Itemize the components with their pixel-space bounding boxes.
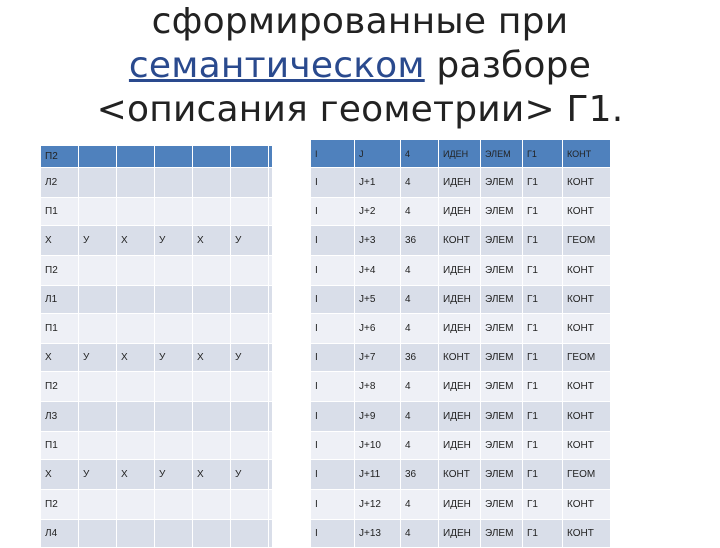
table-cell: ИДЕН — [439, 432, 481, 460]
table-cell: ЭЛЕМ — [481, 226, 523, 256]
table-cell — [155, 286, 193, 314]
table-cell: ИДЕН — [439, 402, 481, 432]
table-cell — [117, 256, 155, 286]
table-cell — [117, 314, 155, 344]
table-cell — [269, 432, 273, 460]
table-row — [311, 314, 611, 344]
table-cell: П1 — [41, 314, 79, 344]
table-cell: КОНТ — [439, 460, 481, 490]
table-row — [41, 146, 273, 168]
table-row — [41, 460, 273, 490]
table-cell: Г1 — [523, 168, 563, 198]
table-cell — [231, 314, 269, 344]
table-cell — [193, 314, 231, 344]
table-cell — [193, 286, 231, 314]
table-cell — [155, 432, 193, 460]
table-cell: ЭЛЕМ — [481, 286, 523, 314]
table-cell — [79, 432, 117, 460]
table-cell: ЭЛЕМ — [481, 460, 523, 490]
table-cell — [193, 198, 231, 226]
table-cell — [155, 520, 193, 548]
table-cell: У — [79, 460, 117, 490]
table-cell: ИДЕН — [439, 372, 481, 402]
table-cell: ЭЛЕМ — [481, 198, 523, 226]
table-cell — [117, 402, 155, 432]
table-cell: У — [79, 344, 117, 372]
table-cell: Х — [193, 344, 231, 372]
table-row — [41, 402, 273, 432]
table-cell: ИДЕН — [439, 520, 481, 548]
table-row — [311, 460, 611, 490]
table-cell: 4 — [401, 286, 439, 314]
table-cell: Х — [193, 460, 231, 490]
table-cell: 4 — [401, 402, 439, 432]
table-cell: J+6 — [355, 314, 401, 344]
table-cell: ЭЛЕМ — [481, 402, 523, 432]
title-line-2 — [0, 44, 720, 88]
table-row — [41, 286, 273, 314]
table-cell: J+8 — [355, 372, 401, 402]
table-cell: J+13 — [355, 520, 401, 548]
table-row — [311, 372, 611, 402]
table-cell: ЭЛЕМ — [481, 520, 523, 548]
title-line-1: сформированные при — [151, 1, 569, 42]
table-cell — [117, 198, 155, 226]
table-cell: 36 — [401, 460, 439, 490]
table-cell: ИДЕН — [439, 140, 481, 168]
table-cell — [269, 344, 273, 372]
table-cell: J — [355, 140, 401, 168]
table-cell: I — [311, 314, 355, 344]
table-cell — [269, 256, 273, 286]
table-cell: Г1 — [523, 520, 563, 548]
table-cell — [155, 198, 193, 226]
table-cell — [193, 402, 231, 432]
table-cell: ЭЛЕМ — [481, 140, 523, 168]
table-cell — [193, 256, 231, 286]
table-cell: I — [311, 344, 355, 372]
table-cell: У — [79, 226, 117, 256]
table-cell: П2 — [41, 146, 79, 168]
table-cell: КОНТ — [563, 432, 611, 460]
table-cell — [193, 146, 231, 168]
table-cell — [79, 314, 117, 344]
table-row — [311, 140, 611, 168]
table-cell — [193, 168, 231, 198]
table-cell: Х — [117, 344, 155, 372]
table-cell — [269, 146, 273, 168]
table-cell: КОНТ — [439, 344, 481, 372]
table-row — [311, 226, 611, 256]
table-cell — [155, 146, 193, 168]
table-cell — [231, 402, 269, 432]
table-cell: 4 — [401, 256, 439, 286]
table-cell: КОНТ — [563, 520, 611, 548]
table-cell: ЭЛЕМ — [481, 372, 523, 402]
table-cell — [117, 286, 155, 314]
table-cell — [155, 372, 193, 402]
table-cell: КОНТ — [563, 286, 611, 314]
table-cell — [155, 314, 193, 344]
table-cell: Г1 — [523, 432, 563, 460]
table-cell: 36 — [401, 226, 439, 256]
table-cell — [231, 198, 269, 226]
table-cell: Г1 — [523, 460, 563, 490]
table-cell: J+5 — [355, 286, 401, 314]
table-row — [41, 520, 273, 548]
table-cell: У — [155, 344, 193, 372]
table-cell — [117, 372, 155, 402]
table-cell: ИДЕН — [439, 256, 481, 286]
table-cell: ЭЛЕМ — [481, 490, 523, 520]
table-cell: J+9 — [355, 402, 401, 432]
table-cell: I — [311, 140, 355, 168]
table-cell — [117, 490, 155, 520]
table-cell: Х — [41, 226, 79, 256]
table-cell: ЭЛЕМ — [481, 256, 523, 286]
table-cell: П2 — [41, 490, 79, 520]
table-cell: Л3 — [41, 402, 79, 432]
table-cell: J+10 — [355, 432, 401, 460]
table-cell — [269, 168, 273, 198]
table-cell: Г1 — [523, 198, 563, 226]
table-cell: Г1 — [523, 140, 563, 168]
table-cell: I — [311, 168, 355, 198]
table-cell: 4 — [401, 520, 439, 548]
table-cell: I — [311, 520, 355, 548]
table-cell: J+11 — [355, 460, 401, 490]
table-cell: I — [311, 372, 355, 402]
table-cell: Г1 — [523, 226, 563, 256]
table-cell: I — [311, 198, 355, 226]
table-cell — [79, 372, 117, 402]
table-cell: Л1 — [41, 286, 79, 314]
table-cell — [79, 198, 117, 226]
table-cell — [155, 402, 193, 432]
table-cell — [231, 256, 269, 286]
table-cell: У — [155, 226, 193, 256]
table-cell: ИДЕН — [439, 314, 481, 344]
table-cell: КОНТ — [563, 140, 611, 168]
table-cell — [269, 314, 273, 344]
table-cell — [79, 402, 117, 432]
table-cell: 4 — [401, 314, 439, 344]
table-cell: КОНТ — [439, 226, 481, 256]
table-cell — [269, 460, 273, 490]
table-cell: I — [311, 432, 355, 460]
table-cell: ИДЕН — [439, 198, 481, 226]
table-cell: КОНТ — [563, 372, 611, 402]
table-cell: 36 — [401, 344, 439, 372]
table-cell — [269, 286, 273, 314]
table-cell: У — [155, 460, 193, 490]
table-cell: ГЕОМ — [563, 226, 611, 256]
table-cell: КОНТ — [563, 490, 611, 520]
table-cell: 4 — [401, 140, 439, 168]
table-row — [41, 226, 273, 256]
table-cell: I — [311, 460, 355, 490]
table-cell — [269, 402, 273, 432]
table-cell: I — [311, 226, 355, 256]
table-cell: У — [231, 460, 269, 490]
table-row — [311, 256, 611, 286]
table-cell — [269, 372, 273, 402]
table-cell: 4 — [401, 432, 439, 460]
table-cell: Г1 — [523, 344, 563, 372]
title-line-2-rest: разборе — [424, 45, 592, 86]
table-cell: 4 — [401, 168, 439, 198]
table-cell: ИДЕН — [439, 490, 481, 520]
table-cell: J+2 — [355, 198, 401, 226]
table-cell — [231, 372, 269, 402]
table-cell — [269, 490, 273, 520]
table-cell: КОНТ — [563, 402, 611, 432]
table-cell: 4 — [401, 490, 439, 520]
table-cell: I — [311, 490, 355, 520]
table-cell — [193, 520, 231, 548]
table-cell — [231, 286, 269, 314]
table-cell: I — [311, 286, 355, 314]
table-cell: Х — [117, 226, 155, 256]
table-cell: У — [231, 344, 269, 372]
table-cell: Х — [193, 226, 231, 256]
table-cell — [269, 226, 273, 256]
table-cell: Г1 — [523, 490, 563, 520]
table-row — [41, 372, 273, 402]
table-cell: J+3 — [355, 226, 401, 256]
table-cell: Г1 — [523, 286, 563, 314]
title-link[interactable]: семантическом — [128, 45, 425, 86]
table-cell — [79, 146, 117, 168]
table-row — [311, 520, 611, 548]
table-cell — [117, 146, 155, 168]
table-row — [41, 256, 273, 286]
right-table — [310, 139, 611, 548]
table-row — [311, 432, 611, 460]
table-cell: I — [311, 402, 355, 432]
table-cell — [79, 256, 117, 286]
table-cell — [155, 256, 193, 286]
table-cell: Г1 — [523, 372, 563, 402]
table-row — [311, 198, 611, 226]
left-table — [40, 145, 273, 548]
table-cell: У — [231, 226, 269, 256]
table-cell — [117, 168, 155, 198]
table-cell — [231, 520, 269, 548]
table-cell — [193, 372, 231, 402]
table-row — [41, 314, 273, 344]
table-cell — [231, 146, 269, 168]
table-cell — [193, 432, 231, 460]
table-cell: J+12 — [355, 490, 401, 520]
table-cell — [155, 490, 193, 520]
table-row — [311, 402, 611, 432]
table-cell: КОНТ — [563, 168, 611, 198]
table-row — [311, 168, 611, 198]
table-row — [41, 490, 273, 520]
table-row — [311, 490, 611, 520]
table-cell: ИДЕН — [439, 286, 481, 314]
table-cell: П1 — [41, 432, 79, 460]
table-cell: Х — [117, 460, 155, 490]
table-cell: J+4 — [355, 256, 401, 286]
table-cell — [155, 168, 193, 198]
table-cell — [231, 490, 269, 520]
table-cell: J+1 — [355, 168, 401, 198]
table-cell: I — [311, 256, 355, 286]
table-cell: КОНТ — [563, 314, 611, 344]
table-cell — [79, 490, 117, 520]
table-row — [311, 344, 611, 372]
table-cell — [79, 520, 117, 548]
table-cell: ЭЛЕМ — [481, 344, 523, 372]
table-cell: ИДЕН — [439, 168, 481, 198]
slide-title — [0, 0, 720, 132]
table-cell: Г1 — [523, 256, 563, 286]
table-cell: П2 — [41, 372, 79, 402]
table-cell — [117, 520, 155, 548]
table-row — [41, 198, 273, 226]
table-cell: Х — [41, 344, 79, 372]
table-cell: 4 — [401, 372, 439, 402]
table-cell: Х — [41, 460, 79, 490]
table-row — [41, 168, 273, 198]
table-cell — [269, 520, 273, 548]
table-cell — [117, 432, 155, 460]
table-cell: ГЕОМ — [563, 460, 611, 490]
table-cell — [231, 168, 269, 198]
table-cell — [79, 286, 117, 314]
table-cell: Л4 — [41, 520, 79, 548]
table-cell — [231, 432, 269, 460]
table-cell: Г1 — [523, 314, 563, 344]
table-row — [41, 432, 273, 460]
table-cell: ГЕОМ — [563, 344, 611, 372]
table-cell: П2 — [41, 256, 79, 286]
table-cell: КОНТ — [563, 198, 611, 226]
table-row — [41, 344, 273, 372]
title-line-3: <описания геометрии> Г1. — [96, 89, 624, 130]
table-cell: ЭЛЕМ — [481, 168, 523, 198]
table-cell — [79, 168, 117, 198]
table-cell: Л2 — [41, 168, 79, 198]
table-cell: КОНТ — [563, 256, 611, 286]
table-cell: ЭЛЕМ — [481, 314, 523, 344]
table-row — [311, 286, 611, 314]
table-cell: Г1 — [523, 402, 563, 432]
table-cell — [269, 198, 273, 226]
table-cell: ЭЛЕМ — [481, 432, 523, 460]
table-cell: 4 — [401, 198, 439, 226]
table-cell — [193, 490, 231, 520]
table-cell: J+7 — [355, 344, 401, 372]
table-cell: П1 — [41, 198, 79, 226]
